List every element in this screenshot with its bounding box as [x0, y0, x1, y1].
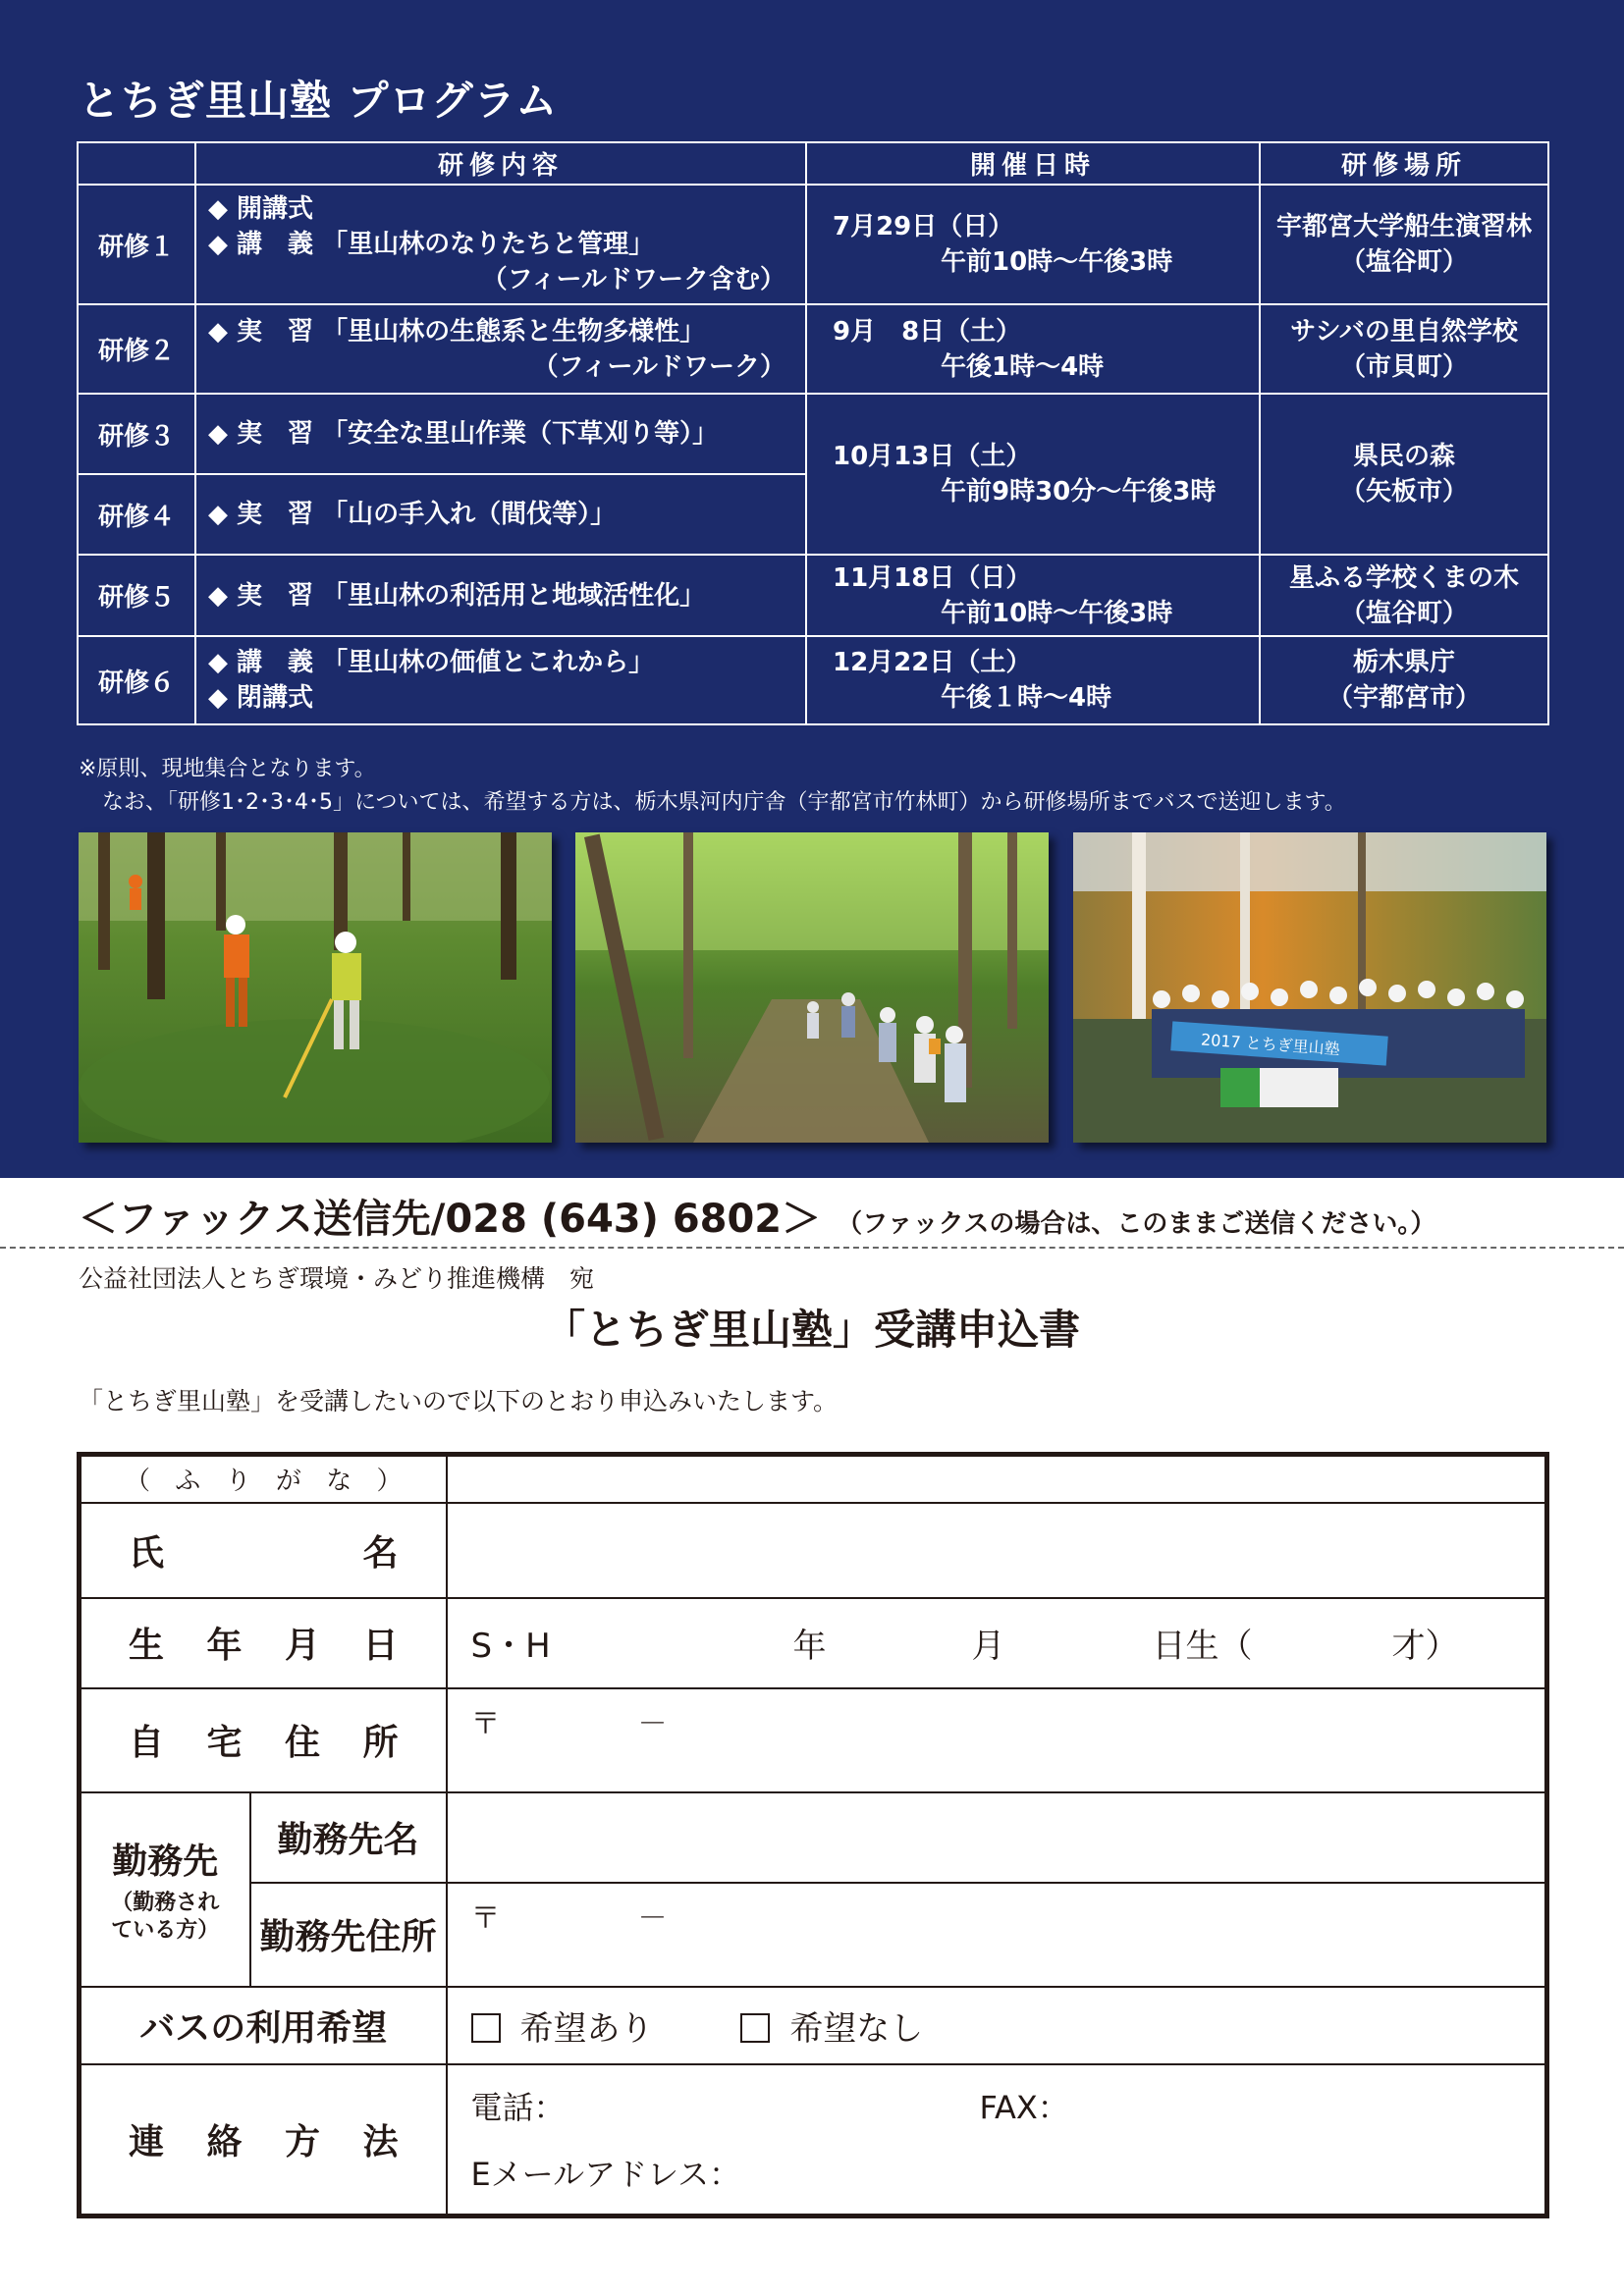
session-row: [78, 555, 1548, 636]
session-row: [78, 304, 1548, 394]
session-content: ◆ 実 習 「山の手入れ（間伐等）」: [195, 474, 806, 555]
header-content: 研修内容: [195, 142, 806, 185]
furigana-field[interactable]: [447, 1455, 1547, 1503]
session-content: ◆ 開講式 ◆ 講 義 「里山林のなりたちと管理」 （フィールドワーク含む）: [195, 185, 806, 304]
note-assembly: ※原則、現地集合となります。: [79, 757, 376, 781]
workplace-address-label: 勤務先住所: [250, 1883, 447, 1987]
session-label: 研修１: [78, 185, 195, 304]
workplace-name-label: 勤務先名: [250, 1792, 447, 1883]
session-row: [78, 636, 1548, 724]
home-address-label: 自 宅 住 所: [80, 1688, 447, 1792]
application-form: [77, 1452, 1549, 2218]
session-content: ◆ 実 習 「安全な里山作業（下草刈り等）」: [195, 394, 806, 474]
workplace-label: 勤務先 （勤務され ている方）: [80, 1792, 250, 1987]
contact-field: [447, 2064, 1547, 2216]
session-label: 研修４: [78, 474, 195, 555]
program-table: [77, 141, 1549, 725]
corner-cell: [78, 142, 195, 185]
session-place: 栃木県庁 （宇都宮市）: [1260, 636, 1548, 724]
cut-line: [0, 1247, 1624, 1249]
session-place: 星ふる学校くまの木 （塩谷町）: [1260, 555, 1548, 636]
fax-destination: [79, 1188, 1435, 1244]
name-label: 氏 名: [80, 1503, 447, 1598]
photo-group-banner: [1073, 832, 1546, 1143]
session-label: 研修２: [78, 304, 195, 394]
bus-options: [447, 1987, 1547, 2064]
photo-forest-walk: [575, 832, 1049, 1143]
bus-yes-option[interactable]: 希望あり: [471, 2009, 654, 2049]
session-date: 11月18日（日） 午前10時～午後3時: [806, 555, 1260, 636]
bus-label: バスの利用希望: [80, 1987, 447, 2064]
session-place: 県民の森 （矢板市）: [1260, 394, 1548, 555]
form-intro: 「とちぎ里山塾」を受講したいので以下のとおり申込みいたします。: [79, 1387, 839, 1415]
workplace-name-field[interactable]: [447, 1792, 1547, 1883]
furigana-label: （ ふ り が な ）: [80, 1455, 447, 1503]
header-place: 研修場所: [1260, 142, 1548, 185]
session-date: 7月29日（日） 午前10時～午後3時: [806, 185, 1260, 304]
session-label: 研修６: [78, 636, 195, 724]
postal-mark: 〒: [470, 1706, 501, 1741]
birth-label: 生 年 月 日: [80, 1598, 447, 1688]
session-date: 10月13日（土） 午前9時30分～午後3時: [806, 394, 1260, 555]
photo-undergrowth-work: [79, 832, 552, 1143]
note-bus: なお、「研修1･2･3･4･5」については、希望する方は、栃木県河内庁舎（宇都宮市竹林町）から研修場所までバスで送迎します。: [102, 790, 1346, 815]
email-field[interactable]: Eメールアドレス：: [470, 2156, 741, 2194]
name-field[interactable]: [447, 1503, 1547, 1598]
header-date: 開催日時: [806, 142, 1260, 185]
bus-no-checkbox[interactable]: [740, 2013, 770, 2043]
session-label: 研修３: [78, 394, 195, 474]
bus-no-option[interactable]: 希望なし: [740, 2009, 923, 2049]
session-date: 12月22日（土） 午後１時～4時: [806, 636, 1260, 724]
program-title: とちぎ里山塾 プログラム: [79, 77, 559, 125]
workplace-address-field[interactable]: 〒 －: [447, 1883, 1547, 1987]
session-place: 宇都宮大学船生演習林 （塩谷町）: [1260, 185, 1548, 304]
session-date: 9月 8日（土） 午後1時～4時: [806, 304, 1260, 394]
phone-field[interactable]: 電話：: [470, 2089, 566, 2127]
session-row: [78, 185, 1548, 304]
session-content: ◆ 実 習 「里山林の生態系と生物多様性」 （フィールドワーク）: [195, 304, 806, 394]
fax-field[interactable]: FAX：: [979, 2089, 1069, 2127]
addressee: 公益社団法人とちぎ環境・みどり推進機構 宛: [79, 1264, 595, 1293]
fax-note: （ファックスの場合は、このままご送信ください。）: [837, 1209, 1436, 1239]
session-content: ◆ 講 義 「里山林の価値とこれから」 ◆ 閉講式: [195, 636, 806, 724]
fax-number: ＜ファックス送信先/028 (643) 6802＞: [79, 1197, 822, 1242]
session-row: [78, 394, 1548, 474]
session-label: 研修５: [78, 555, 195, 636]
form-title: 「とちぎ里山塾」受講申込書: [543, 1306, 1080, 1354]
home-address-field[interactable]: 〒 －: [447, 1688, 1547, 1792]
session-content: ◆ 実 習 「里山林の利活用と地域活性化」: [195, 555, 806, 636]
contact-label: 連 絡 方 法: [80, 2064, 447, 2216]
banner-text: 2017 とちぎ里山塾: [1200, 1030, 1341, 1059]
session-place: サシバの里自然学校 （市貝町）: [1260, 304, 1548, 394]
birth-field[interactable]: S・H 年 月 日生（ 才）: [447, 1598, 1547, 1688]
bus-yes-checkbox[interactable]: [471, 2013, 501, 2043]
